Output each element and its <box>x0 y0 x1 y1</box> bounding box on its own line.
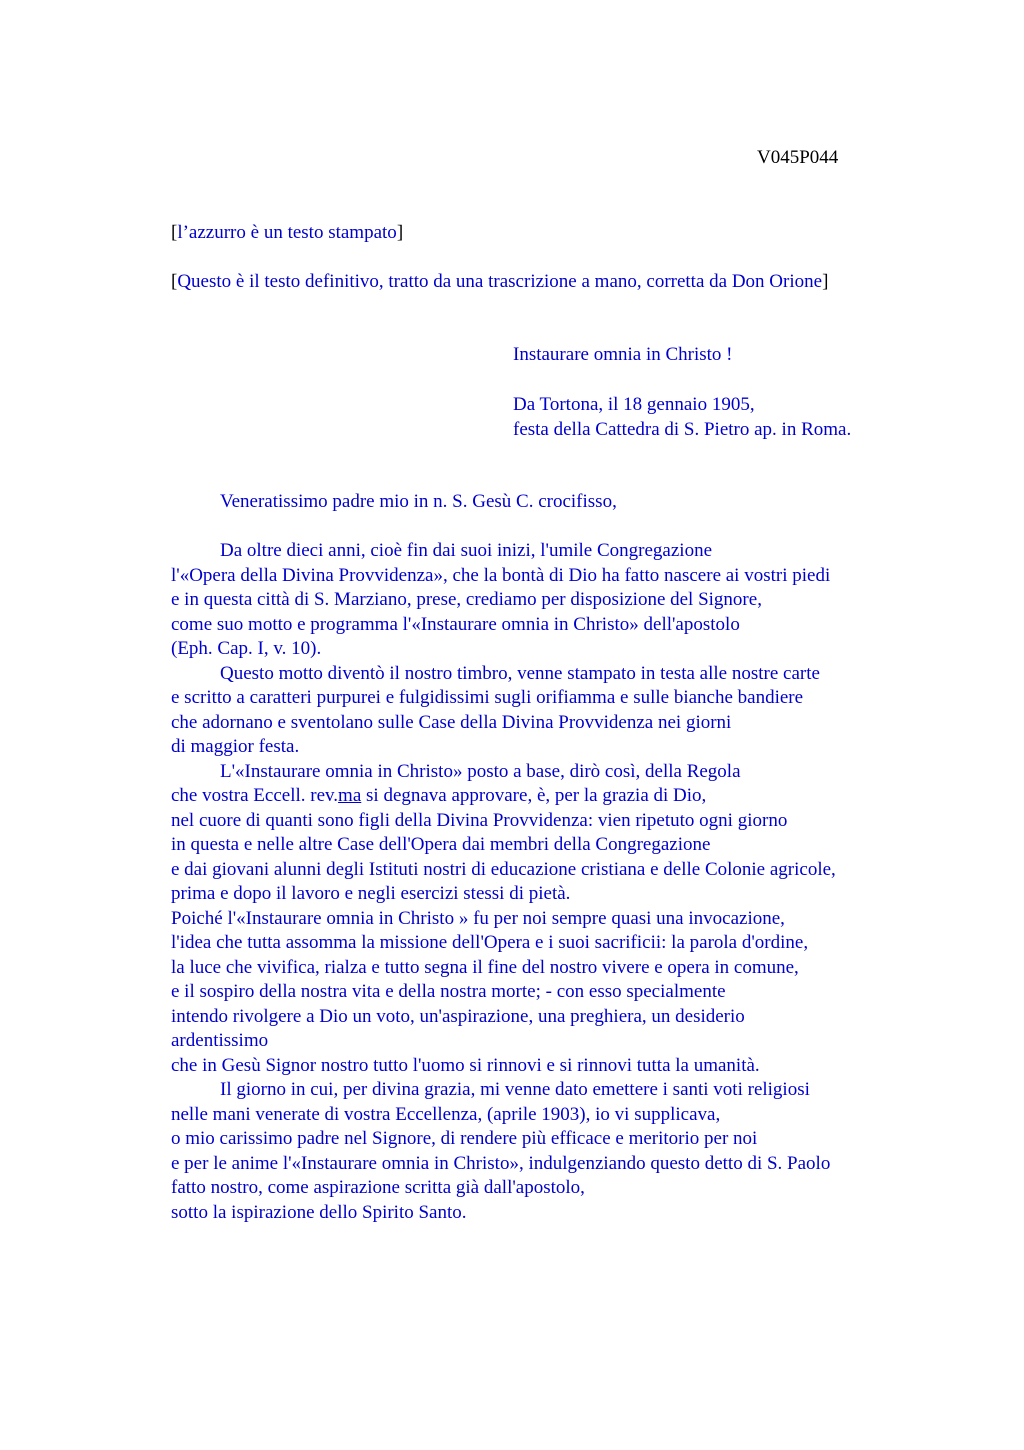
body-line: Da oltre dieci anni, cioè fin dai suoi inizi, l'umile Congregazione <box>220 540 712 561</box>
body-line: e dai giovani alunni degli Istituti nostri di educazione cristiana e delle Colonie agricole, <box>171 858 836 880</box>
body-line: l'«Opera della Divina Provvidenza», che la bontà di Dio ha fatto nascere ai vostri piedi <box>171 564 831 586</box>
body-line: Poiché l'«Instaurare omnia in Christo » fu per noi sempre quasi una invocazione, <box>171 907 785 929</box>
close-bracket: ] <box>822 271 829 292</box>
body-line: e per le anime l'«Instaurare omnia in Christo», indulgenziando questo detto di S. Paolo <box>171 1152 831 1174</box>
body-line: e in questa città di S. Marziano, prese, crediamo per disposizione del Signore, <box>171 589 762 610</box>
dateline-place-date: Da Tortona, il 18 gennaio 1905, <box>513 394 755 415</box>
body-line-part: che vostra Eccell. rev. <box>171 785 339 806</box>
body-line: di maggior festa. <box>171 736 300 757</box>
body-line: Questo motto diventò il nostro timbro, venne stampato in testa alle nostre carte <box>220 662 820 684</box>
underlined-abbreviation: ma <box>338 785 362 806</box>
body-line <box>171 784 931 809</box>
body-line: sotto la ispirazione dello Spirito Santo. <box>171 1201 467 1223</box>
body-line: che in Gesù Signor nostro tutto l'uomo si rinnovi e si rinnovi tutta la umanità. <box>171 1054 760 1076</box>
salutation: Veneratissimo padre mio in n. S. Gesù C. crocifisso, <box>220 491 617 512</box>
motto: Instaurare omnia in Christo ! <box>513 344 733 365</box>
open-bracket: [ <box>171 222 178 243</box>
printed-note-text: l’azzurro è un testo stampato <box>177 222 397 243</box>
body-line: (Eph. Cap. I, v. 10). <box>171 638 322 659</box>
open-bracket: [ <box>171 271 178 292</box>
body-line: come suo motto e programma l'«Instaurare omnia in Christo» dell'apostolo <box>171 613 740 635</box>
body-line: nelle mani venerate di vostra Eccellenza, (aprile 1903), io vi supplicava, <box>171 1103 721 1125</box>
close-bracket: ] <box>396 222 404 243</box>
body-line: l'idea che tutta assomma la missione dell'Opera e i suoi sacrificii: la parola d'ordine, <box>171 932 809 953</box>
body-line: e il sospiro della nostra vita e della nostra morte; - con esso specialmente <box>171 981 726 1002</box>
body-line: ardentissimo <box>171 1030 269 1051</box>
body-line: che adornano e sventolano sulle Case della Divina Provvidenza nei giorni <box>171 711 732 733</box>
body-line: L'«Instaurare omnia in Christo» posto a base, dirò così, della Regola <box>220 760 741 782</box>
definitive-text-note <box>171 271 828 293</box>
body-line: nel cuore di quanti sono figli della Divina Provvidenza: vien ripetuto ogni giorno <box>171 809 788 831</box>
letter-body <box>171 539 931 1225</box>
printed-text-note <box>171 222 403 244</box>
body-line: in questa e nelle altre Case dell'Opera dai membri della Congregazione <box>171 834 711 855</box>
body-line: e scritto a caratteri purpurei e fulgidissimi sugli orifiamma e sulle bianche bandiere <box>171 687 804 708</box>
definitive-note-text: Questo è il testo definitivo, tratto da una trascrizione a mano, corretta da Don Orione <box>177 271 823 292</box>
body-line: Il giorno in cui, per divina grazia, mi venne dato emettere i santi voti religiosi <box>220 1079 810 1100</box>
body-line: la luce che vivifica, rialza e tutto segna il fine del nostro vivere e opera in comune, <box>171 956 799 978</box>
body-line: intendo rivolgere a Dio un voto, un'aspirazione, una preghiera, un desiderio <box>171 1005 745 1027</box>
dateline-feast: festa della Cattedra di S. Pietro ap. in Roma. <box>513 418 852 440</box>
dateline <box>513 393 851 442</box>
body-line: o mio carissimo padre nel Signore, di rendere più efficace e meritorio per noi <box>171 1128 758 1149</box>
body-line: fatto nostro, come aspirazione scritta già dall'apostolo, <box>171 1177 585 1198</box>
page-code: V045P044 <box>757 147 839 168</box>
body-line: prima e dopo il lavoro e negli esercizi stessi di pietà. <box>171 883 571 904</box>
body-line-part: si degnava approvare, è, per la grazia di Dio, <box>361 785 707 806</box>
